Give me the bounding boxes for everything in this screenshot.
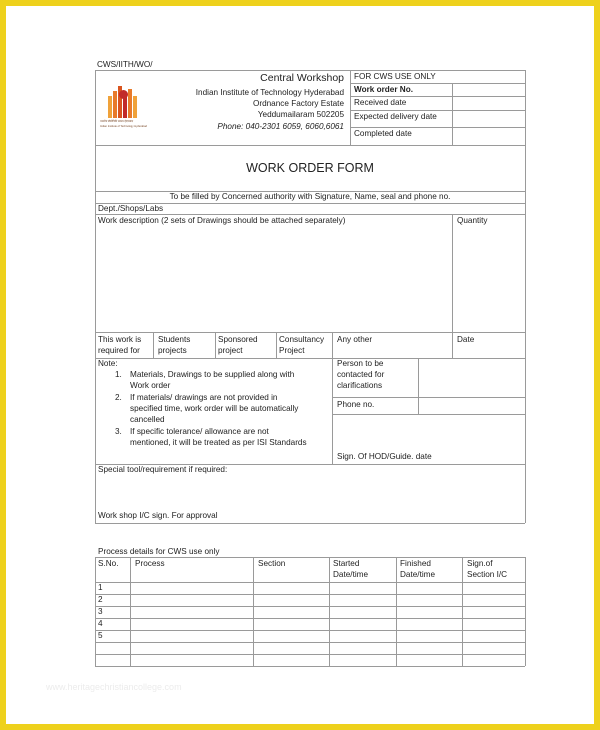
- completed-date-label: Completed date: [354, 129, 412, 138]
- students-projects-option-2: projects: [158, 346, 187, 355]
- work-description-label: Work description (2 sets of Drawings should be attached separately): [98, 216, 346, 225]
- required-for-label-2: required for: [98, 346, 140, 355]
- table-row-number: 2: [98, 595, 103, 604]
- date-label: Date: [457, 335, 475, 344]
- col-process: Process: [135, 559, 165, 568]
- table-row-number: 5: [98, 631, 103, 640]
- note-2-line-1: If materials/ drawings are not provided in: [130, 393, 278, 402]
- process-title: Process details for CWS use only: [98, 547, 220, 556]
- note-2-num: 2.: [115, 393, 122, 402]
- contact-person-field[interactable]: [419, 359, 524, 397]
- any-other-option[interactable]: Any other: [337, 335, 373, 344]
- received-date-label: Received date: [354, 98, 407, 107]
- logo-caption-english: Indian Institute of Technology Hyderabad: [100, 125, 147, 128]
- expected-delivery-label: Expected delivery date: [354, 112, 437, 121]
- table-row-number: 1: [98, 583, 103, 592]
- required-for-label-1: This work is: [98, 335, 142, 344]
- consultancy-project-option[interactable]: Consultancy: [279, 335, 325, 344]
- quantity-label: Quantity: [457, 216, 488, 225]
- workshop-name: Central Workshop: [260, 72, 344, 84]
- ref-code: CWS/IITH/WO/: [97, 60, 153, 69]
- phone-numbers: Phone: 040-2301 6059, 6060,6061: [217, 122, 344, 131]
- address-line-1: Ordnance Factory Estate: [252, 99, 344, 108]
- special-tool-area[interactable]: [96, 477, 524, 509]
- quantity-area[interactable]: [453, 227, 524, 332]
- cws-use-title: FOR CWS USE ONLY: [354, 72, 436, 81]
- special-tool-label: Special tool/requirement if required:: [98, 465, 228, 474]
- contact-phone-label: Phone no.: [337, 400, 375, 409]
- contact-person-label-3: clarifications: [337, 381, 383, 390]
- note-1-num: 1.: [115, 370, 122, 379]
- instruction-text: To be filled by Concerned authority with Signature, Name, seal and phone no.: [169, 192, 451, 201]
- note-3-line-2: mentioned, it will be treated as per ISI Standards: [130, 438, 307, 447]
- col-started-2: Date/time: [333, 570, 369, 579]
- col-section: Section: [258, 559, 286, 568]
- table-row-number: 4: [98, 619, 103, 628]
- sponsored-project-option-2: project: [218, 346, 243, 355]
- work-description-area[interactable]: [96, 227, 451, 332]
- col-sign: Sign.of: [467, 559, 493, 568]
- col-sno: S.No.: [98, 559, 119, 568]
- workshop-sign-label: Work shop I/C sign. For approval: [98, 511, 218, 520]
- note-1-line-2: Work order: [130, 381, 171, 390]
- watermark: www.heritagechristiancollege.com: [46, 682, 182, 692]
- sponsored-project-option[interactable]: Sponsored: [218, 335, 258, 344]
- contact-person-label-1: Person to be: [337, 359, 384, 368]
- col-finished-2: Date/time: [400, 570, 436, 579]
- col-finished: Finished: [400, 559, 431, 568]
- form-sheet: [6, 6, 594, 724]
- note-3-num: 3.: [115, 427, 122, 436]
- col-sign-2: Section I/C: [467, 570, 508, 579]
- note-title: Note:: [98, 359, 118, 368]
- contact-phone-field[interactable]: [419, 398, 524, 413]
- work-order-no-label: Work order No.: [354, 85, 413, 94]
- students-projects-option[interactable]: Students: [158, 335, 191, 344]
- consultancy-project-option-2: Project: [279, 346, 305, 355]
- hod-sign-label: Sign. Of HOD/Guide. date: [337, 452, 432, 461]
- note-2-line-3: cancelled: [130, 415, 165, 424]
- table-row-number: 3: [98, 607, 103, 616]
- note-1-line-1: Materials, Drawings to be supplied along with: [130, 370, 295, 379]
- logo-caption-hindi: भारतीय प्रौद्योगिकी संस्थान हैदराबाद: [100, 120, 134, 123]
- dept-label: Dept./Shops/Labs: [98, 204, 164, 213]
- note-3-line-1: If specific tolerance/ allowance are not: [130, 427, 269, 436]
- note-2-line-2: specified time, work order will be automatically: [130, 404, 299, 413]
- form-title: WORK ORDER FORM: [246, 161, 374, 175]
- col-started: Started: [333, 559, 360, 568]
- address-line-2: Yeddumailaram 502205: [257, 110, 344, 119]
- contact-person-label-2: contacted for: [337, 370, 385, 379]
- institute-name: Indian Institute of Technology Hyderabad: [195, 88, 344, 97]
- institute-logo: [100, 86, 148, 132]
